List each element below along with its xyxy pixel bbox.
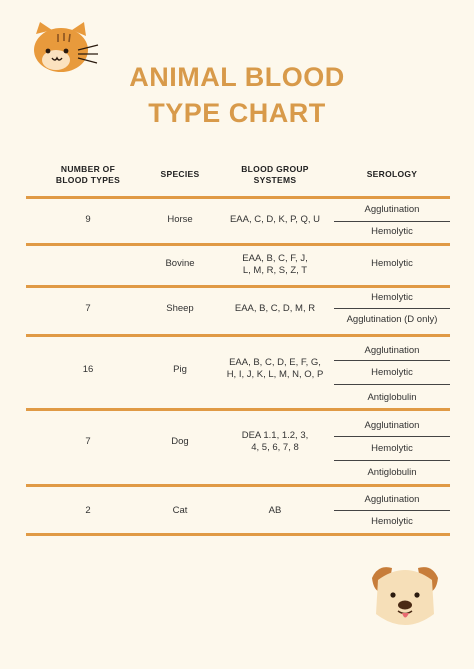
row-systems: EAA, B, C, D, M, R xyxy=(234,303,316,314)
serology-divider xyxy=(334,510,450,511)
row-systems: EAA, C, D, K, P, Q, U xyxy=(229,214,321,225)
row-species: Pig xyxy=(173,364,187,375)
header-serology: SEROLOGY xyxy=(366,169,418,179)
page-title-line2: TYPE CHART xyxy=(148,98,326,128)
row-serology: Hemolytic xyxy=(371,516,413,527)
row-serology: Agglutination (D only) xyxy=(346,314,438,325)
serology-divider xyxy=(334,460,450,461)
row-serology: Hemolytic xyxy=(371,226,413,237)
row-species: Dog xyxy=(171,436,189,447)
row-systems: AB xyxy=(268,505,282,516)
row-serology: Hemolytic xyxy=(371,292,413,303)
serology-divider xyxy=(334,308,450,309)
row-serology: Agglutination xyxy=(364,420,420,431)
row-systems: DEA 1.1, 1.2, 3, 4, 5, 6, 7, 8 xyxy=(241,430,309,453)
row-serology: Agglutination xyxy=(364,345,420,356)
row-species: Sheep xyxy=(166,303,194,314)
row-serology: Agglutination xyxy=(364,494,420,505)
row-species: Cat xyxy=(172,505,188,516)
serology-divider xyxy=(334,360,450,361)
row-number: 7 xyxy=(85,303,91,314)
row-systems: EAA, B, C, F, J, L, M, R, S, Z, T xyxy=(242,253,308,276)
row-serology: Agglutination xyxy=(364,204,420,215)
row-serology: Hemolytic xyxy=(371,258,413,269)
table-rule xyxy=(26,285,450,288)
table-rule xyxy=(26,196,450,199)
row-number: 2 xyxy=(85,505,91,516)
table-rule xyxy=(26,334,450,337)
serology-divider xyxy=(334,384,450,385)
page-title-line1: ANIMAL BLOOD xyxy=(129,62,345,92)
row-serology: Antiglobulin xyxy=(367,392,417,403)
table-rule xyxy=(26,243,450,246)
row-systems: EAA, B, C, D, E, F, G, H, I, J, K, L, M, N, O, P xyxy=(226,357,324,380)
table-rule xyxy=(26,533,450,536)
row-number: 16 xyxy=(82,364,94,375)
table-rule xyxy=(26,408,450,411)
serology-divider xyxy=(334,221,450,222)
header-species: SPECIES xyxy=(160,169,200,179)
row-species: Bovine xyxy=(165,258,195,269)
row-serology: Hemolytic xyxy=(371,443,413,454)
row-number: 9 xyxy=(85,214,91,225)
dog-face-icon xyxy=(364,558,446,640)
row-serology: Antiglobulin xyxy=(367,467,417,478)
table-rule xyxy=(26,484,450,487)
row-serology: Hemolytic xyxy=(371,367,413,378)
header-systems: BLOOD GROUP SYSTEMS xyxy=(241,164,309,185)
serology-divider xyxy=(334,436,450,437)
row-species: Horse xyxy=(167,214,193,225)
header-number: NUMBER OF BLOOD TYPES xyxy=(55,164,121,185)
row-number: 7 xyxy=(85,436,91,447)
